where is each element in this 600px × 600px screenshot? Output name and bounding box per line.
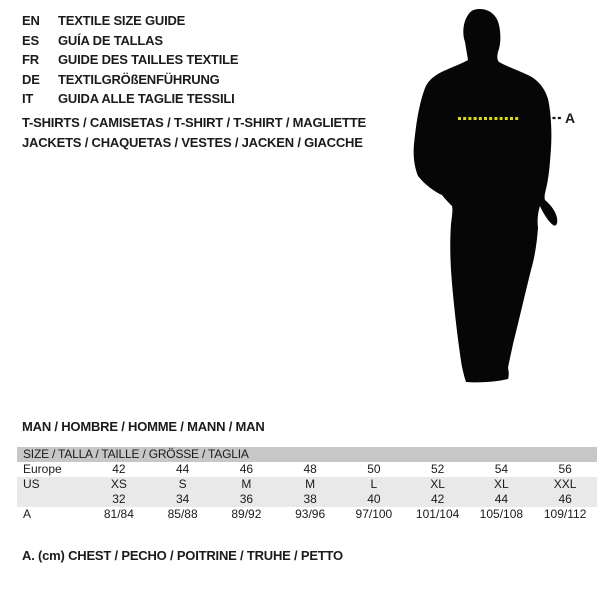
table-row-us — [17, 477, 597, 492]
size-cell: M — [305, 477, 316, 491]
man-body-shape — [414, 9, 558, 382]
language-code: DE — [22, 71, 40, 87]
language-row-it — [22, 89, 238, 109]
size-cell: 50 — [367, 462, 381, 476]
size-cell: M — [241, 477, 252, 491]
size-cell: 42 — [112, 462, 126, 476]
size-cell: L — [370, 477, 378, 491]
size-cell: 42 — [430, 492, 445, 506]
size-cell: 34 — [175, 492, 190, 506]
size-cell: 46 — [239, 462, 254, 476]
language-label: GUIDE DES TAILLES TEXTILE — [58, 52, 239, 67]
category-tshirts: T-SHIRTS / CAMISETAS / T-SHIRT / T-SHIRT / MAGLIETTE — [22, 115, 366, 130]
row-label: US — [23, 477, 40, 491]
size-cell: 105/108 — [479, 507, 524, 521]
size-cell: 40 — [367, 492, 381, 506]
row-label: A — [23, 507, 32, 521]
size-cell: XXL — [553, 477, 577, 491]
size-cell: 46 — [558, 492, 572, 506]
language-code: ES — [22, 32, 39, 48]
size-cell: 89/92 — [231, 507, 262, 521]
size-cell: 109/112 — [543, 507, 587, 521]
size-cell: 52 — [430, 462, 445, 476]
size-cell: XL — [430, 477, 445, 491]
size-cell: 44 — [175, 462, 190, 476]
size-cell: 44 — [494, 492, 509, 506]
size-cell: 93/96 — [295, 507, 326, 521]
size-cell: XL — [494, 477, 509, 491]
size-table-header: SIZE / TALLA / TAILLE / GRÖSSE / TAGLIA — [17, 447, 597, 462]
measure-label-a: A — [565, 110, 576, 126]
size-cell: 81/84 — [103, 507, 134, 521]
table-row-europe — [17, 462, 597, 477]
language-legend — [22, 11, 238, 109]
man-silhouette — [395, 0, 600, 400]
size-table — [17, 447, 597, 522]
size-cell: 101/104 — [415, 507, 460, 521]
language-row-de — [22, 70, 238, 90]
size-cell: 32 — [112, 492, 126, 506]
size-cell: 36 — [239, 492, 254, 506]
language-code: IT — [22, 91, 34, 106]
size-cell: 56 — [558, 462, 572, 476]
language-code: EN — [22, 13, 40, 28]
size-cell: 38 — [303, 492, 317, 506]
language-row-fr — [22, 50, 238, 70]
language-label: TEXTILE SIZE GUIDE — [58, 13, 186, 28]
row-label: Europe — [23, 462, 62, 476]
language-row-en — [22, 11, 238, 31]
measurement-footnote: A. (cm) CHEST / PECHO / POITRINE / TRUHE / PETTO — [22, 548, 343, 563]
size-cell: 48 — [303, 462, 317, 476]
table-row-chest-a — [17, 507, 597, 522]
size-cell: S — [178, 477, 187, 491]
size-cell: 54 — [494, 462, 509, 476]
language-label: TEXTILGRÖßENFÜHRUNG — [58, 71, 220, 87]
language-row-es — [22, 31, 238, 51]
table-row-us-numeric — [17, 492, 597, 507]
section-label-man: MAN / HOMBRE / HOMME / MANN / MAN — [22, 419, 265, 434]
size-cell: 85/88 — [167, 507, 198, 521]
language-label: GUIDA ALLE TAGLIE TESSILI — [58, 91, 235, 106]
language-label: GUÍA DE TALLAS — [58, 32, 163, 48]
size-cell: XS — [110, 477, 127, 491]
size-cell: 97/100 — [355, 507, 393, 521]
row-label — [17, 492, 87, 507]
language-code: FR — [22, 52, 39, 67]
garment-categories — [22, 113, 366, 153]
category-jackets: JACKETS / CHAQUETAS / VESTES / JACKEN / GIACCHE — [22, 135, 363, 150]
